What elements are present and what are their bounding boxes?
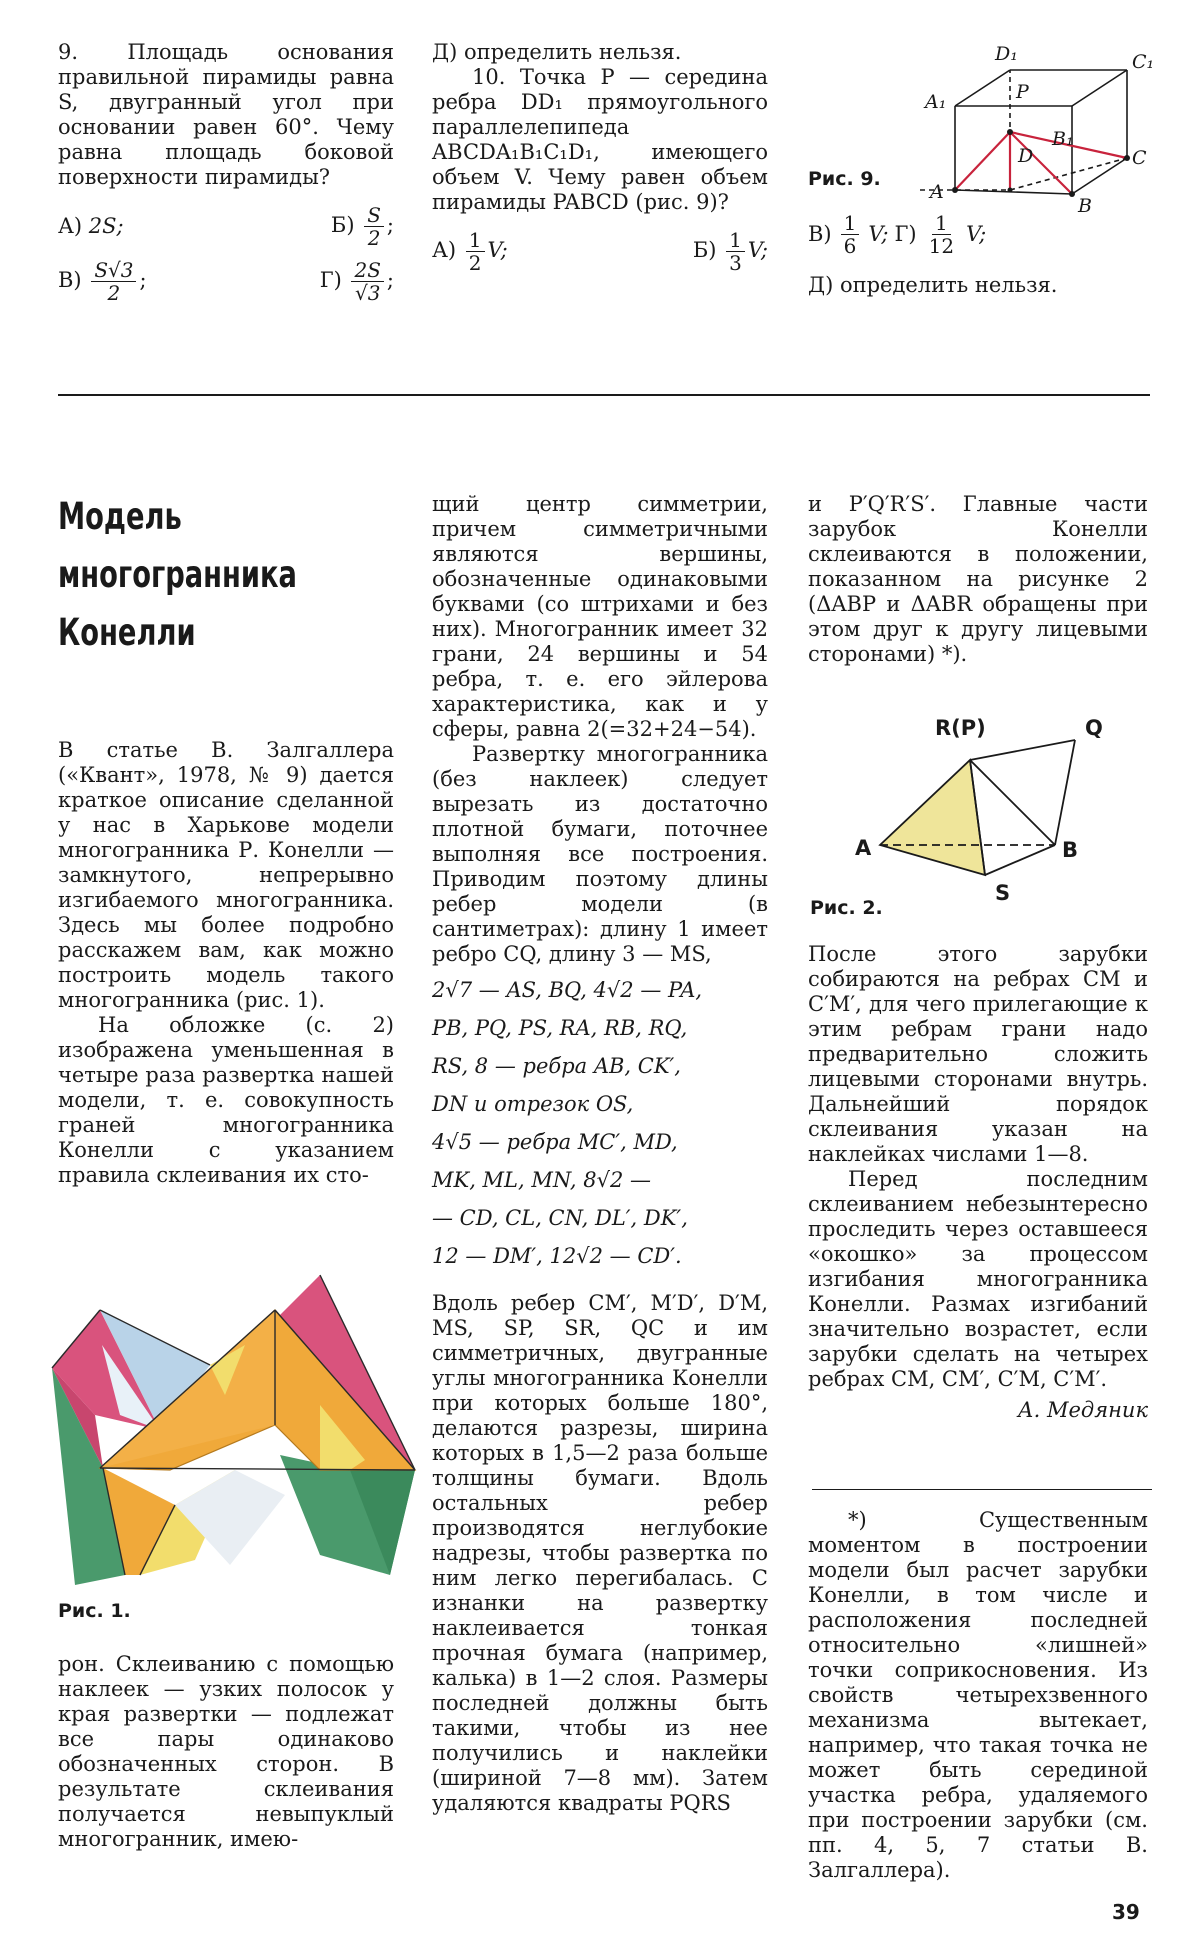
q9-c-fraction: $\frac{S√3}{2}$ xyxy=(91,259,136,304)
fig2-label-rp: R(P) xyxy=(935,716,986,740)
q9-answers-ab: А) 2S; Б) $\frac{S}{2}$ ; xyxy=(58,203,394,250)
q9-text: 9. Площадь основания правильной пирамиды равна S, двугранный угол при основании равен 60°. Чему равна площадь боковой поверхности пирамиды? xyxy=(58,40,394,189)
footnote-divider xyxy=(812,1489,1152,1490)
label-d1: D₁ xyxy=(995,43,1018,65)
fig2-label-b: B xyxy=(1062,838,1079,862)
section-divider xyxy=(58,394,1150,396)
col1-paragraph-3: рон. Склеиванию с помощью наклеек — узких полосок у края развертки — подлежат все пары одинаково обозначенных сторон. В результате склеивания получается невыпуклый многогранник, имею- xyxy=(58,1652,394,1851)
col3-paragraph-1: и P′Q′R′S′. Главные части зарубок Конелли склеиваются в положении, показанном на рисунке 2 (ΔABP и ΔABR обращены при этом друг к другу лицевыми сторонами) *). xyxy=(808,492,1148,666)
fig2-label-q: Q xyxy=(1085,716,1103,740)
figure-9-caption: Рис. 9. xyxy=(808,168,881,190)
q10-b-label: Б) xyxy=(692,238,717,262)
q10-answers-ab: А) $\frac{1}{2}$ V; Б) $\frac{1}{3}$ V; xyxy=(432,228,768,275)
q10-answers-tail: В) $\frac{1}{6}$ V; Г) $\frac{1}{12}$ V; Д) определить нельзя. xyxy=(808,212,1148,298)
q9-answers-cd: В) $\frac{S√3}{2}$ ; Г) $\frac{2S}{√3}$ ; xyxy=(58,258,394,305)
q10-a-fraction: $\frac{1}{2}$ xyxy=(466,229,485,274)
col2-paragraph-1: щий центр симметрии, причем симметричными являются вершины, обозначенные одинаковыми буквами (со штрихами и без них). Многогранник имеет 32 грани, 24 вершины и 54 ребра, т. е. его эйлерова характеристика, как и у сферы, равна 2(=32+24−54). xyxy=(432,492,768,741)
label-a1: A₁ xyxy=(925,91,947,113)
q10-a-label: А) xyxy=(432,238,457,262)
q9-answer-e: Д) определить нельзя. xyxy=(432,40,682,64)
figure-1-polyhedron xyxy=(20,1255,420,1585)
column-3-top xyxy=(808,492,1148,667)
col3-paragraph-2: После этого зарубки собираются на ребрах CM и C′M′, для чего прилегающие к этим ребрам грани надо предварительно сложить лицевыми сторонами внутрь. Дальнейший порядок склеивания указан на наклейках числами 1—8. xyxy=(808,942,1148,1166)
footnote xyxy=(808,1508,1148,1883)
fig2-label-a: A xyxy=(855,836,872,860)
col2-paragraph-2: Развертку многогранника (без наклеек) следует вырезать из достаточно плотной бумаги, поточнее выполняя все построения. Приводим поэтому длины ребер модели (в сантиметрах): длину 1 имеет ребро CQ, длину 3 — MS, xyxy=(432,742,768,966)
q9-a-value: 2S; xyxy=(88,214,124,238)
q9-d-fraction: $\frac{2S}{√3}$ xyxy=(351,259,383,304)
figure-2-notch xyxy=(840,705,1130,905)
figure-9-parallelepiped xyxy=(920,40,1160,230)
question-10 xyxy=(432,40,768,284)
q10-d-label: Г) xyxy=(894,222,917,246)
col1-paragraph-2: На обложке (с. 2) изображена уменьшенная в четыре раза развертка нашей модели, т. е. совокупность граней многогранника Конелли с указанием правила склеивания их сто- xyxy=(58,1013,394,1187)
column-2 xyxy=(432,492,768,1816)
q10-c-label: В) xyxy=(808,222,832,246)
fig2-label-s: S xyxy=(995,881,1011,905)
label-a: A xyxy=(930,181,944,203)
figure-2-caption: Рис. 2. xyxy=(810,897,883,919)
q9-b-label: Б) xyxy=(330,213,355,237)
q10-text: 10. Точка P — середина ребра DD₁ прямоугольного параллелепипеда ABCDA₁B₁C₁D₁, имеющего объем V. Чему равен объем пирамиды PABCD (рис. 9)? xyxy=(432,65,768,214)
author-signature: А. Медяник xyxy=(1017,1398,1148,1422)
question-9 xyxy=(58,40,394,314)
label-c1: C₁ xyxy=(1132,51,1155,73)
label-b1: B₁ xyxy=(1052,128,1074,150)
col1-paragraph-1: В статье В. Залгаллера («Квант», 1978, № 9) дается краткое описание сделанной у нас в Харькове модели многогранника Р. Конелли — замкнутого, непрерывно изгибаемого многогранника. Здесь мы более подробно расскажем вам, как можно построить модель такого многогранника (рис. 1). xyxy=(58,738,394,1012)
q9-b-fraction: $\frac{S}{2}$ xyxy=(364,204,384,249)
q9-d-label: Г) xyxy=(319,268,342,292)
q10-d-fraction: $\frac{1}{12}$ xyxy=(928,211,955,258)
q9-a-label: А) xyxy=(58,214,83,238)
col2-paragraph-3: Вдоль ребер CM′, M′D′, D′M, MS, SP, SR, QC и им симметричных, двугранные углы многогранника Конелли при которых больше 180°, делаются разрезы, ширина которых в 1,5—2 раза больше толщины бумаги. Вдоль остальных ребер производятся неглубокие надрезы, чтобы развертка по ним легко перегибалась. С изнанки на развертку наклеивается тонкая прочная бумага (например, калька) в 1—2 слоя. Размеры последней должны быть такими, чтобы из нее получились и наклейки (шириной 7—8 мм). Затем удаляются квадраты PQRS xyxy=(432,1291,768,1815)
figure-1-caption: Рис. 1. xyxy=(58,1600,131,1622)
label-b: B xyxy=(1078,195,1092,217)
label-p: P xyxy=(1016,81,1029,103)
col3-paragraph-3: Перед последним склеиванием небезынтересно проследить через оставшееся «окошко» за процессом изгибания многогранника Конелли. Размах изгибаний значительно возрастет, если зарубки сделать на четырех ребрах CM, CM′, C′M, C′M′. xyxy=(808,1167,1148,1391)
q10-c-fraction: $\frac{1}{6}$ xyxy=(841,212,860,257)
column-1-top xyxy=(58,738,394,1188)
q10-answer-e: Д) определить нельзя. xyxy=(808,273,1058,297)
footnote-text: *) Существенным моментом в построении модели был расчет зарубки Конелли, в том числе и расположения последней относительно «лишней» точки соприкосновения. Из свойств четырехзвенного механизма вытекает, например, что такая точка не может быть серединой участка ребра, удаляемого при построении зарубки (см. пп. 4, 5, 7 статьи В. Залгаллера). xyxy=(808,1508,1148,1882)
page-number: 39 xyxy=(1112,1900,1140,1924)
col2-edge-lengths: 2√7 — AS, BQ, 4√2 — PA, PB, PQ, PS, RA, RB, RQ, RS, 8 — ребра AB, CK′, DN и отрезок OS, 4√5 — ребра MC′, MD, MK, ML, MN, 8√2 — — CD, CL, CN, DL′, DK′, 12 — DM′, 12√2 — CD′. xyxy=(432,978,703,1268)
article-title: Модель многогранника Конелли xyxy=(58,495,297,654)
label-d: D xyxy=(1018,145,1034,167)
column-1-bottom xyxy=(58,1652,394,1852)
q10-b-fraction: $\frac{1}{3}$ xyxy=(726,229,745,274)
column-3-middle xyxy=(808,942,1148,1423)
q9-c-label: В) xyxy=(58,268,82,292)
label-c: C xyxy=(1132,147,1147,169)
